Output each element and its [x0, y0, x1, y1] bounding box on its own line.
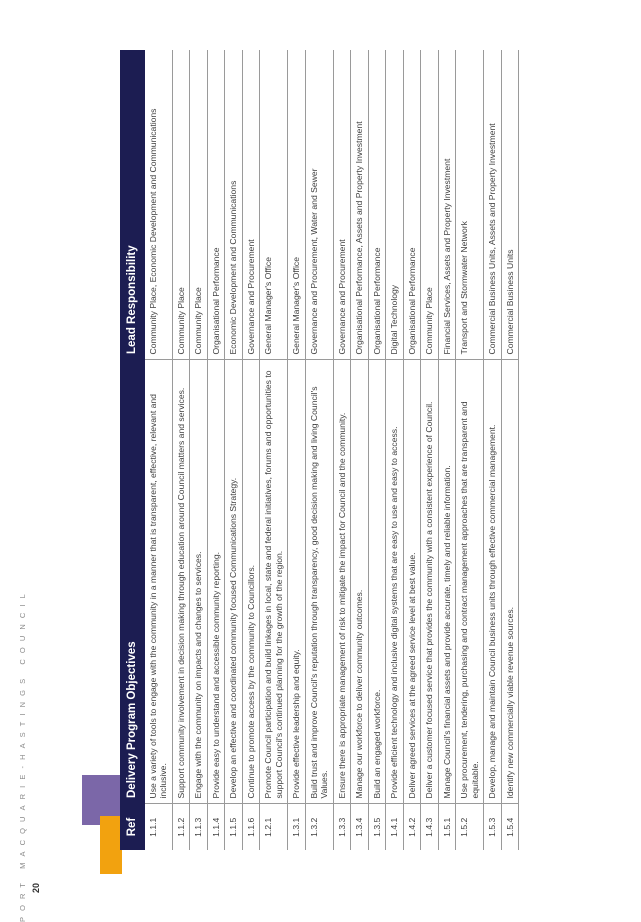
table-row: [333, 50, 350, 850]
header-lead: Lead Responsibility: [120, 50, 145, 360]
objective-cell: Support community involvement in decision making through education around Council matters and services.: [172, 360, 189, 804]
table-row: [368, 50, 385, 850]
table-row: [305, 50, 333, 850]
objective-cell: Use a variety of tools to engage with the community in a manner that is transparent, effective, relevant and inclusive.: [145, 360, 172, 804]
delivery-program-table: [120, 50, 519, 850]
rotated-table-container: [120, 50, 640, 850]
objective-cell: Promote Council participation and build linkages in local, state and federal initiatives, forums and opportunities to support Council's continued planning for the growth of the region.: [260, 360, 288, 804]
lead-cell: Economic Development and Communications: [225, 50, 242, 360]
header-ref: Ref: [120, 804, 145, 850]
table-row: [421, 50, 438, 850]
ref-cell: 1.5.3: [484, 804, 501, 850]
ref-cell: 1.4.2: [403, 804, 420, 850]
table-header-row: [120, 50, 145, 850]
table-row: [288, 50, 305, 850]
table-row: [145, 50, 172, 850]
lead-cell: Transport and Stormwater Network: [456, 50, 484, 360]
lead-cell: Commercial Business Units, Assets and Property Investment: [484, 50, 501, 360]
lead-cell: Commercial Business Units: [501, 50, 518, 360]
objective-cell: Develop an effective and coordinated community focused Communications Strategy.: [225, 360, 242, 804]
lead-cell: Financial Services, Assets and Property Investment: [438, 50, 455, 360]
lead-cell: Governance and Procurement: [333, 50, 350, 360]
lead-cell: Organisational Performance: [368, 50, 385, 360]
objective-cell: Build trust and improve Council's reputation through transparency, good decision making and living Council's Values.: [305, 360, 333, 804]
decorative-purple-square: [82, 775, 122, 825]
table-row: [501, 50, 518, 850]
objective-cell: Continue to promote access by the community to Councillors.: [242, 360, 259, 804]
objective-cell: Deliver a customer focused service that provides the community with a consistent experience of Council.: [421, 360, 438, 804]
table-row: [403, 50, 420, 850]
table-frame: [120, 50, 640, 850]
objective-cell: Provide easy to understand and accessible community reporting.: [207, 360, 224, 804]
ref-cell: 1.1.2: [172, 804, 189, 850]
ref-cell: 1.2.1: [260, 804, 288, 850]
objective-cell: Manage our workforce to deliver community outcomes.: [351, 360, 368, 804]
ref-cell: 1.3.2: [305, 804, 333, 850]
objective-cell: Develop, manage and maintain Council business units through effective commercial management.: [484, 360, 501, 804]
table-row: [438, 50, 455, 850]
table-row: [351, 50, 368, 850]
lead-cell: Governance and Procurement, Water and Sewer: [305, 50, 333, 360]
council-name: PORT MACQUARIE-HASTINGS COUNCIL: [18, 588, 27, 922]
lead-cell: Community Place: [190, 50, 207, 360]
table-row: [242, 50, 259, 850]
page-number: 20: [31, 883, 41, 894]
ref-cell: 1.5.4: [501, 804, 518, 850]
table-row: [172, 50, 189, 850]
ref-cell: 1.1.5: [225, 804, 242, 850]
ref-cell: 1.3.5: [368, 804, 385, 850]
objective-cell: Build an engaged workforce.: [368, 360, 385, 804]
table-row: [260, 50, 288, 850]
ref-cell: 1.3.3: [333, 804, 350, 850]
objective-cell: Provide efficient technology and inclusive digital systems that are easy to use and easy to access.: [386, 360, 403, 804]
ref-cell: 1.3.1: [288, 804, 305, 850]
lead-cell: Organisational Performance, Assets and Property Investment: [351, 50, 368, 360]
objective-cell: Ensure there is appropriate management of risk to mitigate the impact for Council and the community.: [333, 360, 350, 804]
lead-cell: Governance and Procurement: [242, 50, 259, 360]
ref-cell: 1.1.1: [145, 804, 172, 850]
lead-cell: Community Place, Economic Development and Communications: [145, 50, 172, 360]
table-row: [225, 50, 242, 850]
ref-cell: 1.5.2: [456, 804, 484, 850]
ref-cell: 1.4.1: [386, 804, 403, 850]
objective-cell: Engage with the community on impacts and changes to services.: [190, 360, 207, 804]
lead-cell: Community Place: [421, 50, 438, 360]
table-row: [484, 50, 501, 850]
lead-cell: General Manager's Office: [288, 50, 305, 360]
lead-cell: Organisational Performance: [207, 50, 224, 360]
objective-cell: Identify new commercially viable revenue sources.: [501, 360, 518, 804]
objective-cell: Use procurement, tendering, purchasing and contract management approaches that are transparent and equitable.: [456, 360, 484, 804]
objective-cell: Provide effective leadership and equity.: [288, 360, 305, 804]
table-row: [386, 50, 403, 850]
header-objectives: Delivery Program Objectives: [120, 360, 145, 804]
lead-cell: Community Place: [172, 50, 189, 360]
table-row: [456, 50, 484, 850]
ref-cell: 1.1.6: [242, 804, 259, 850]
ref-cell: 1.3.4: [351, 804, 368, 850]
table-row: [207, 50, 224, 850]
lead-cell: General Manager's Office: [260, 50, 288, 360]
table-row: [190, 50, 207, 850]
ref-cell: 1.1.3: [190, 804, 207, 850]
objective-cell: Deliver agreed services at the agreed service level at best value.: [403, 360, 420, 804]
ref-cell: 1.1.4: [207, 804, 224, 850]
lead-cell: Organisational Performance: [403, 50, 420, 360]
decorative-orange-square: [100, 816, 122, 874]
lead-cell: Digital Technology: [386, 50, 403, 360]
ref-cell: 1.5.1: [438, 804, 455, 850]
ref-cell: 1.4.3: [421, 804, 438, 850]
objective-cell: Manage Council's financial assets and provide accurate, timely and reliable information.: [438, 360, 455, 804]
